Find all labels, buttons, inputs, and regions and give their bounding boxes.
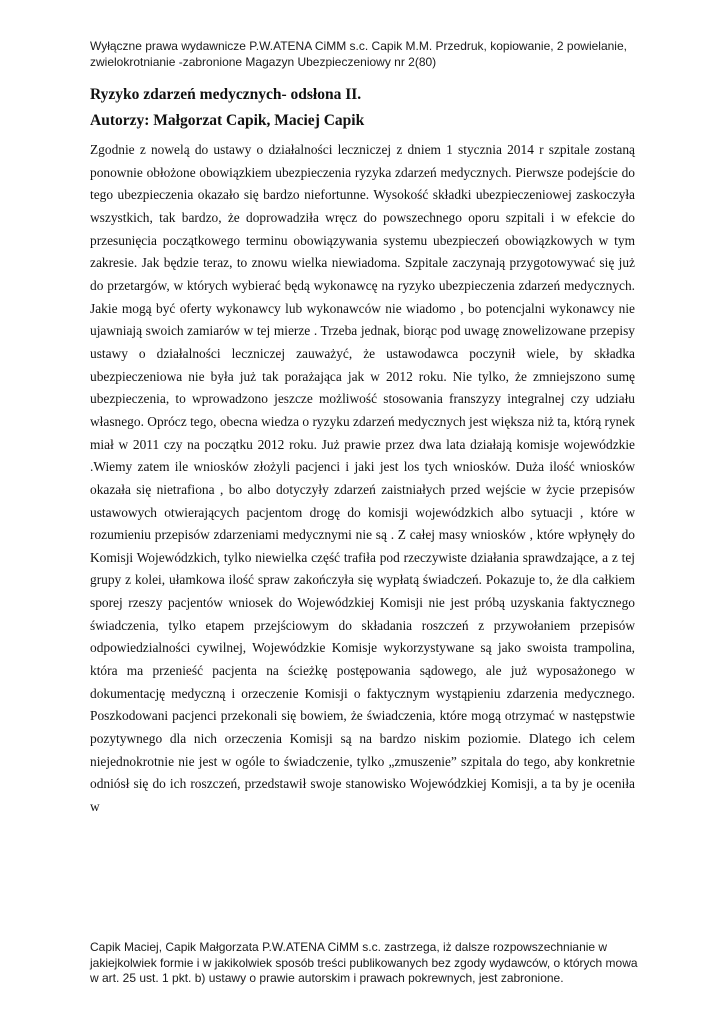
body-paragraph: Zgodnie z nowelą do ustawy o działalności leczniczej z dniem 1 stycznia 2014 r szpitale zostaną ponownie obłożone obowiązkiem ubezpieczenia ryzyka zdarzeń medycznych. Pierwsze podejście do tego ubezpieczenia okazało się bardzo niefortunne. Wysokość składki ubezpieczeniowej zaskoczyła wszystkich, tak bardzo, że doprowadziła wręcz do powszechnego oporu szpitali i w efekcie do przesunięcia początkowego terminu obowiązywania systemu ubezpieczeń obowiązkowych w tym zakresie. Jak będzie teraz, to znowu wielka niewiadoma. Szpitale zaczynają przygotowywać się już do przetargów, w których wybierać będą wykonawcę na ryzyko ubezpieczenia zdarzeń medycznych. Jakie mogą być oferty wykonawcy lub wykonawców nie wiadomo , bo potencjalni wykonawcy nie ujawniają swoich zamiarów w tej mierze . Trzeba jednak, biorąc pod uwagę znowelizowane przepisy ustawy o działalności leczniczej zauważyć, że ustawodawca poczynił wiele, by składka ubezpieczeniowa nie była już tak porażająca jak w 2012 roku. Nie tylko, że zmniejszono sumę ubezpieczenia, to wprowadzono jeszcze możliwość stosowania franszyzy integralnej czy udziału własnego. Oprócz tego, obecna wiedza o ryzyku zdarzeń medycznych jest większa niż ta, którą rynek miał w 2011 czy na początku 2012 roku. Już prawie przez dwa lata działają komisje wojewódzkie .Wiemy zatem ile wniosków złożyli pacjenci i jaki jest los tych wniosków. Duża ilość wniosków okazała się nietrafiona , bo albo dotyczyły zdarzeń zaistniałych przed wejście w życie przepisów ustawowych otwierających pacjentom drogę do komisji wojewódzkich albo sytuacji , które w rozumieniu przepisów zdarzeniami medycznymi nie są . Z całej masy wniosków , które wpłynęły do Komisji Wojewódzkich, tylko niewielka część trafiła pod rzeczywiste działania sprawdzające, a z tej grupy z kolei, ułamkowa ilość spraw zakończyła się wypłatą świadczeń. Pokazuje to, że dla całkiem sporej rzeszy pacjentów wniosek do Wojewódzkiej Komisji nie jest próbą uzyskania faktycznego świadczenia, tylko etapem przejściowym do składania roszczeń z przywołaniem przepisów odpowiedzialności cywilnej, Wojewódzkie Komisje wykorzystywane są jako swoista trampolina, która ma przenieść pacjenta na ścieżkę postępowania sądowego, ale już wyposażonego w dokumentację medyczną i orzeczenie Komisji o faktycznym wystąpieniu zdarzenia medycznego. Poszkodowani pacjenci przekonali się bowiem, że świadczenia, które mogą otrzymać w następstwie pozytywnego dla nich orzeczenia Komisji są na bardzo niskim poziomie. Dlatego ich celem niejednokrotnie nie jest w ogóle to świadczenie, tylko „zmuszenie” szpitala do tego, aby konkretnie odniósł się do ich roszczeń, przedstawił swoje stanowisko Wojewódzkiej Komisji, a ta by je oceniła w [90,142,635,815]
article-authors: Autorzy: Małgorzat Capik, Maciej Capik [90,112,365,129]
page-header: Wyłączne prawa wydawnicze P.W.ATENA CiMM s.c. Capik M.M. Przedruk, kopiowanie, 2 powielanie, zwielokrotnianie -zabronione Magazyn Ubezpieczeniowy nr 2(80) [90,39,627,69]
page-footer: Capik Maciej, Capik Małgorzata P.W.ATENA CiMM s.c. zastrzega, iż dalsze rozpowszechnianie w jakiejkolwiek formie i w jakikolwiek sposób treści publikowanych bez zgody wydawców, o których mowa w art. 25 ust. 1 pkt. b) ustawy o prawie autorskim i prawach pokrewnych, jest zabronione. [90,940,638,985]
article-body [90,139,635,819]
article-title: Ryzyko zdarzeń medycznych- odsłona II. [90,86,362,103]
